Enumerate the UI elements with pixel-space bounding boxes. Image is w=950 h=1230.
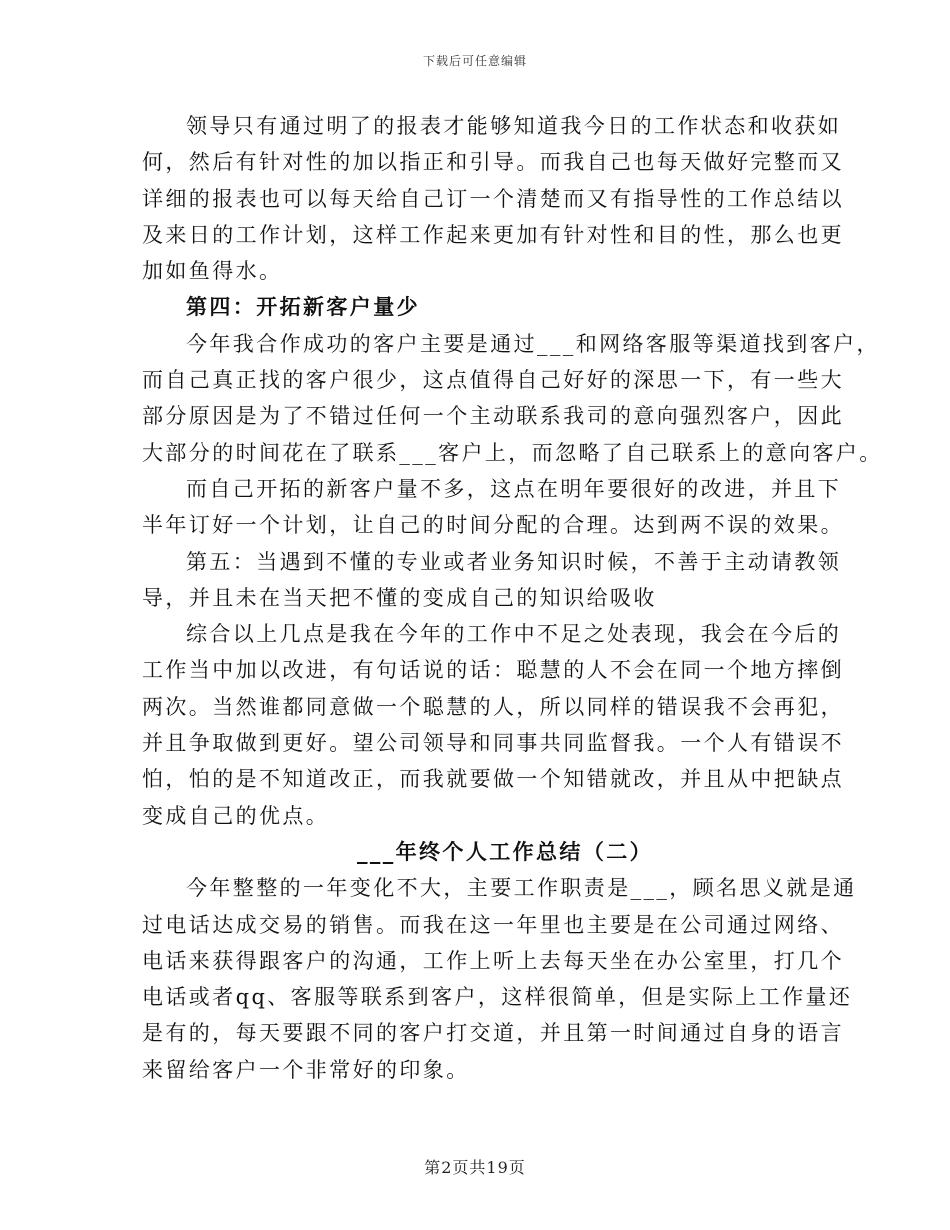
paragraph-line: 半年订好一个计划，让自己的时间分配的合理。达到两不误的效果。 bbox=[142, 513, 844, 538]
paragraph-line: 变成自己的优点。 bbox=[142, 803, 330, 828]
paragraph-line: 电话或者qq、客服等联系到客户，这样很简单，但是实际上工作量还 bbox=[142, 985, 853, 1010]
paragraph-line: 详细的报表也可以每天给自己订一个清楚而又有指导性的工作总结以 bbox=[142, 186, 844, 211]
page-header-note: 下载后可任意编辑 bbox=[422, 54, 527, 68]
page-number-footer: 第2页共19页 bbox=[424, 1158, 526, 1177]
section-heading: 第四：开拓新客户量少 bbox=[186, 294, 420, 320]
paragraph-line: 而自己真正找的客户很少，这点值得自己好好的深思一下，有一些大 bbox=[142, 368, 844, 393]
paragraph-line: 何，然后有针对性的加以指正和引导。而我自己也每天做好完整而又 bbox=[142, 150, 844, 175]
document-title: ___年终个人工作总结（二） bbox=[356, 838, 654, 864]
paragraph-line: 大部分的时间花在了联系___客户上，而忽略了自己联系上的意向客户。 bbox=[142, 440, 883, 465]
document-body bbox=[142, 108, 883, 1088]
paragraph-line: 电话来获得跟客户的沟通，工作上听上去每天坐在办公室里，打几个 bbox=[142, 948, 844, 973]
paragraph-line: 今年我合作成功的客户主要是通过___和网络客服等渠道找到客户， bbox=[186, 331, 880, 356]
paragraph-line: 来留给客户一个非常好的印象。 bbox=[142, 1057, 470, 1082]
paragraph-line: 两次。当然谁都同意做一个聪慧的人，所以同样的错误我不会再犯， bbox=[142, 694, 844, 719]
paragraph-line: 是有的，每天要跟不同的客户打交道，并且第一时间通过自身的语言 bbox=[142, 1021, 844, 1046]
paragraph-line: 加如鱼得水。 bbox=[142, 259, 283, 284]
paragraph-line: 及来日的工作计划，这样工作起来更加有针对性和目的性，那么也更 bbox=[142, 222, 844, 247]
paragraph-line: 并且争取做到更好。望公司领导和同事共同监督我。一个人有错误不 bbox=[142, 731, 844, 756]
paragraph-line: 今年整整的一年变化不大，主要工作职责是___，顾名思义就是通 bbox=[186, 876, 857, 901]
paragraph-line: 而自己开拓的新客户量不多，这点在明年要很好的改进，并且下 bbox=[186, 476, 842, 501]
paragraph-line: 领导只有通过明了的报表才能够知道我今日的工作状态和收获如 bbox=[186, 114, 842, 138]
paragraph-line: 部分原因是为了不错过任何一个主动联系我司的意向强烈客户，因此 bbox=[142, 404, 844, 429]
paragraph-line: 综合以上几点是我在今年的工作中不足之处表现，我会在今后的 bbox=[186, 622, 842, 647]
paragraph-line: 第五：当遇到不懂的专业或者业务知识时候，不善于主动请教领 bbox=[186, 549, 842, 574]
paragraph-line: 导，并且未在当天把不懂的变成自己的知识给吸收 bbox=[142, 585, 657, 610]
paragraph-line: 工作当中加以改进，有句话说的话：聪慧的人不会在同一个地方摔倒 bbox=[142, 658, 844, 683]
paragraph-line: 过电话达成交易的销售。而我在这一年里也主要是在公司通过网络、 bbox=[142, 912, 844, 937]
paragraph-line: 怕，怕的是不知道改正，而我就要做一个知错就改，并且从中把缺点 bbox=[142, 767, 844, 792]
